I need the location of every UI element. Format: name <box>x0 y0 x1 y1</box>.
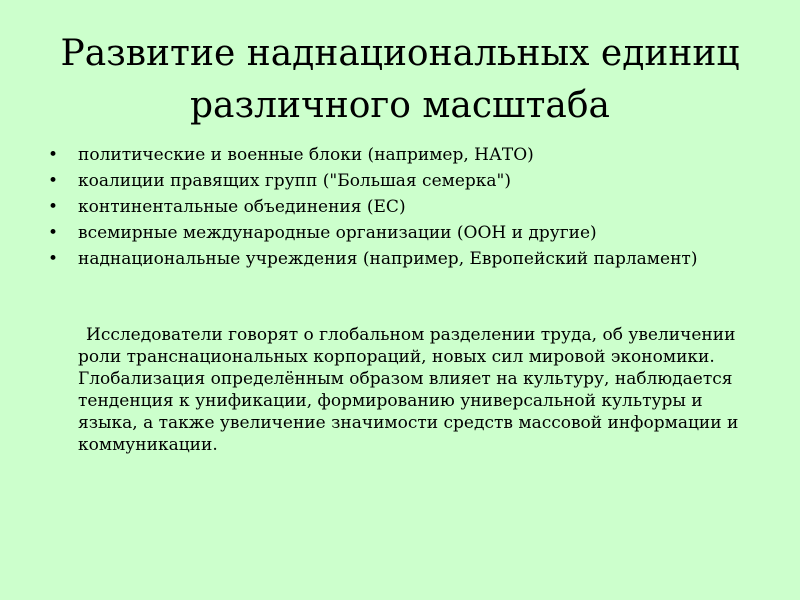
bullet-text: континентальные объединения (ЕС) <box>78 197 406 217</box>
bullet-text: всемирные международные организации (ООН и другие) <box>78 223 597 243</box>
bullet-dot-icon: • <box>48 145 59 165</box>
bullet-dot-icon: • <box>48 223 59 243</box>
slide-title: Развитие наднациональных единиц различного масштаба <box>60 33 740 126</box>
bullet-text: политические и военные блоки (например, НАТО) <box>78 145 534 165</box>
bullet-item <box>46 195 746 219</box>
body-paragraph: Исследователи говорят о глобальном разделении труда, об увеличении роли транснациональных корпораций, новых сил мировой экономики. Глобализация определённым образом влияет на культуру, наблюдается тенденция к унификации, формированию универсальной культуры и языка, а также увеличение значимости средств массовой информации и коммуникации. <box>78 325 739 455</box>
bullet-text: наднациональные учреждения (например, Европейский парламент) <box>78 249 698 269</box>
bullet-list <box>46 143 746 273</box>
bullet-dot-icon: • <box>48 171 59 191</box>
bullet-text: коалиции правящих групп ("Большая семерка") <box>78 171 512 191</box>
bullet-item <box>46 221 746 245</box>
bullet-item <box>46 169 746 193</box>
bullet-dot-icon: • <box>48 197 59 217</box>
bullet-dot-icon: • <box>48 249 59 269</box>
bullet-item <box>46 143 746 167</box>
bullet-item <box>46 247 746 271</box>
